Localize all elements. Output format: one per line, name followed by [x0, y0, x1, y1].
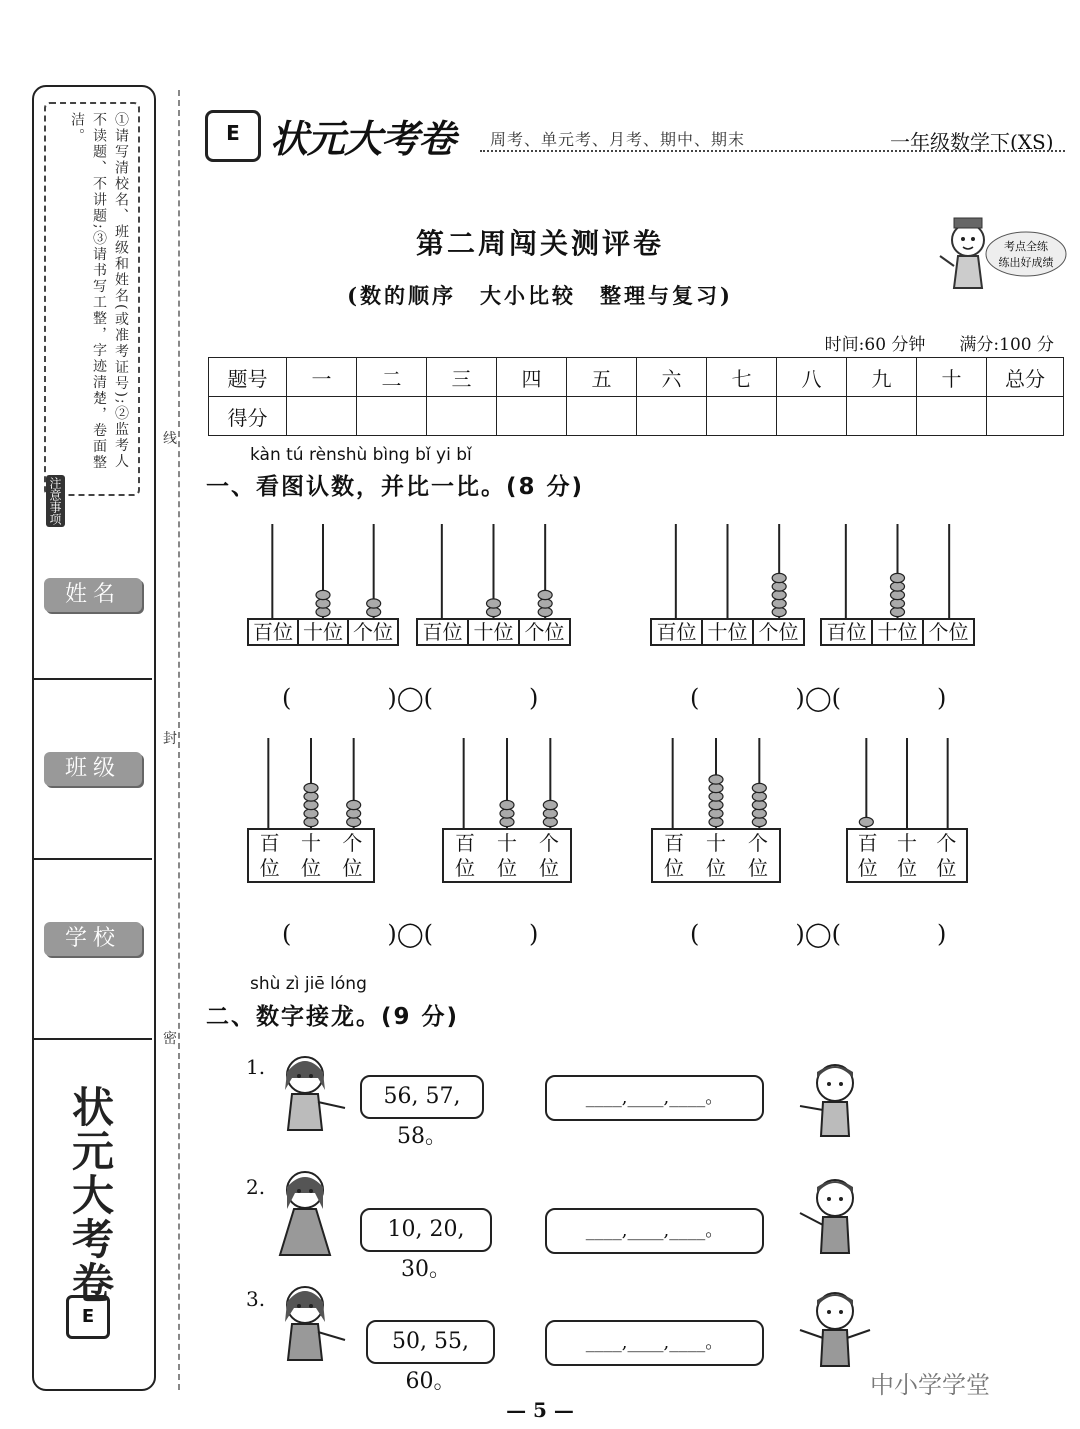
strip-logo-mark: E: [66, 1295, 110, 1339]
exam-types: 周考、单元考、月考、期中、期末: [490, 130, 746, 149]
abacus-bead: [316, 590, 330, 599]
given-sequence-bubble: 10, 20, 30。: [360, 1208, 492, 1252]
q2-heading: 二、数字接龙。(9 分): [206, 1004, 460, 1030]
score-table-score-row: [209, 397, 1064, 436]
abacus-bead: [752, 783, 766, 792]
score-cell[interactable]: [987, 397, 1064, 436]
abacus-bead: [891, 582, 905, 591]
abacus-bead: [709, 800, 723, 809]
place-label-bottom: 位: [342, 856, 363, 880]
place-label: 百位: [249, 620, 299, 644]
abacus-bead: [709, 775, 723, 784]
score-header-cell: 一: [287, 358, 357, 397]
score-cell[interactable]: [497, 397, 567, 436]
place-label: [444, 830, 486, 881]
abacus-bead: [304, 792, 318, 801]
mascot-scholar-icon: [930, 210, 1070, 300]
score-cell[interactable]: [707, 397, 777, 436]
abacus-place-labels: [650, 618, 805, 646]
score-header-cell: 十: [917, 358, 987, 397]
score-table: [208, 357, 1064, 436]
place-label: [737, 830, 779, 881]
abacus-bead: [752, 817, 766, 826]
place-label: 十位: [299, 620, 349, 644]
place-label-top: 十: [706, 831, 726, 855]
abacus-bead: [891, 573, 905, 582]
place-label-top: 百: [259, 831, 280, 855]
answer-sequence-bubble[interactable]: ____,____,____。: [545, 1320, 764, 1366]
boy-icon: [800, 1293, 870, 1366]
place-label: 个位: [758, 620, 799, 644]
abacus-bead: [543, 817, 557, 826]
abacus-place-labels: [820, 618, 975, 646]
place-label: 个位: [524, 620, 565, 644]
compare-answer-blank[interactable]: ( )◯( ): [690, 684, 947, 712]
place-label: [486, 830, 528, 881]
place-label: [528, 830, 570, 881]
place-label-bottom: 位: [664, 856, 684, 880]
abacus-rods: [651, 738, 781, 828]
place-label-bottom: 位: [259, 856, 280, 880]
abacus-place-labels: [846, 828, 968, 883]
place-label-top: 十: [896, 831, 917, 855]
abacus: [820, 524, 975, 646]
q1-heading: 一、看图认数，并比一比。(8 分): [206, 474, 585, 500]
score-cell[interactable]: [427, 397, 497, 436]
score-header-cell: 五: [567, 358, 637, 397]
abacus-bead: [891, 607, 905, 616]
seal-char-seal: 封: [163, 731, 177, 747]
notice-tag: 注意事项: [46, 475, 65, 527]
strip-divider: [32, 858, 152, 860]
watermark: 中小学学堂: [870, 1371, 990, 1399]
q1-pinyin: kàn tú rènshù bìng bǐ yi bǐ: [250, 445, 472, 465]
abacus-bead: [543, 809, 557, 818]
score-header-cell: 六: [637, 358, 707, 397]
place-label: [848, 830, 887, 881]
brand-logo-icon: E: [205, 110, 261, 162]
abacus-bead: [772, 607, 786, 616]
boy-character-icons: [795, 1058, 875, 1378]
place-label: 十位: [873, 620, 924, 644]
header-rule: [480, 150, 1065, 152]
place-label: 十位: [469, 620, 520, 644]
abacus-rods: [247, 524, 399, 618]
abacus-rods: [247, 738, 375, 828]
abacus-bead: [500, 800, 514, 809]
score-cell[interactable]: [357, 397, 427, 436]
score-table-header-row: [209, 358, 1064, 397]
score-header-cell: 二: [357, 358, 427, 397]
place-label-top: 个: [342, 831, 363, 855]
score-header-cell: 三: [427, 358, 497, 397]
score-row-label: 得分: [209, 397, 287, 436]
boy-icon: [800, 1065, 853, 1136]
girl-icon: [285, 1287, 345, 1360]
q2-item-number: 2.: [246, 1175, 266, 1199]
abacus-bead: [891, 590, 905, 599]
abacus-bead: [709, 809, 723, 818]
place-label: 百位: [418, 620, 469, 644]
abacus-rods: [846, 738, 968, 828]
girl-icon: [280, 1172, 330, 1255]
place-label-bottom: 位: [748, 856, 768, 880]
place-label-top: 个: [539, 831, 559, 855]
abacus: [650, 524, 805, 646]
abacus-bead: [752, 809, 766, 818]
abacus: [247, 524, 399, 646]
abacus-bead: [543, 800, 557, 809]
strip-divider: [32, 678, 152, 680]
abacus-bead: [859, 817, 873, 826]
q2-item-number: 3.: [246, 1287, 266, 1311]
place-label-bottom: 位: [706, 856, 726, 880]
abacus-place-labels: [247, 618, 399, 646]
score-cell[interactable]: [287, 397, 357, 436]
abacus-rods: [416, 524, 571, 618]
score-header-cell: 四: [497, 358, 567, 397]
abacus-place-labels: [442, 828, 572, 883]
abacus: [442, 738, 572, 883]
place-label: 个位: [928, 620, 969, 644]
abacus-bead: [316, 599, 330, 608]
place-label: [249, 830, 290, 881]
score-header-cell: 八: [777, 358, 847, 397]
abacus-bead: [538, 607, 552, 616]
score-cell[interactable]: [847, 397, 917, 436]
score-cell[interactable]: [777, 397, 847, 436]
place-label: 个位: [353, 620, 393, 644]
place-label-bottom: 位: [539, 856, 559, 880]
abacus-bead: [347, 800, 361, 809]
seal-char-line: 线: [163, 431, 177, 447]
abacus-bead: [487, 607, 501, 616]
abacus-rods: [442, 738, 572, 828]
abacus: [846, 738, 968, 883]
q2-item-number: 1.: [246, 1055, 266, 1079]
place-label: 十位: [703, 620, 754, 644]
abacus-place-labels: [416, 618, 571, 646]
abacus-bead: [709, 792, 723, 801]
place-label-top: 个: [748, 831, 768, 855]
answer-sequence-bubble[interactable]: ____,____,____。: [545, 1208, 764, 1254]
abacus-bead: [500, 817, 514, 826]
abacus-bead: [709, 783, 723, 792]
abacus-bead: [709, 817, 723, 826]
abacus-bead: [752, 800, 766, 809]
page-subtitle: (数的顺序 大小比较 整理与复习): [347, 283, 733, 308]
abacus-place-labels: [247, 828, 375, 883]
abacus-bead: [538, 599, 552, 608]
score-header-cell: 七: [707, 358, 777, 397]
place-label-top: 十: [497, 831, 517, 855]
abacus-bead: [891, 599, 905, 608]
abacus-bead: [487, 599, 501, 608]
answer-sequence-bubble[interactable]: ____,____,____。: [545, 1075, 764, 1121]
abacus-rods: [820, 524, 975, 618]
strip-brand-logo: 状元大考卷: [66, 1085, 115, 1305]
place-label: [695, 830, 737, 881]
abacus-bead: [772, 582, 786, 591]
compare-answer-blank[interactable]: ( )◯( ): [282, 920, 539, 948]
place-label-bottom: 位: [936, 856, 957, 880]
given-sequence-bubble: 50, 55, 60。: [366, 1320, 495, 1364]
class-field-label: 班级: [44, 752, 142, 786]
score-cell[interactable]: [637, 397, 707, 436]
abacus-bead: [304, 817, 318, 826]
grade-label: 一年级数学下(XS): [890, 130, 1054, 154]
school-field-label: 学校: [44, 922, 142, 956]
place-label: [653, 830, 695, 881]
place-label: [887, 830, 926, 881]
place-label: [332, 830, 373, 881]
boy-icon: [800, 1180, 853, 1253]
score-cell[interactable]: [917, 397, 987, 436]
place-label-top: 百: [857, 831, 878, 855]
mascot-caption: 练出好成绩: [998, 256, 1054, 269]
abacus-place-labels: [651, 828, 781, 883]
girl-character-icons: [270, 1050, 360, 1380]
abacus-rods: [650, 524, 805, 618]
time-info: 时间:60 分钟 满分:100 分: [824, 335, 1054, 355]
abacus-bead: [752, 792, 766, 801]
abacus-bead: [304, 800, 318, 809]
place-label-bottom: 位: [896, 856, 917, 880]
place-label-bottom: 位: [300, 856, 321, 880]
mascot-caption: 考点全练: [1004, 240, 1048, 253]
place-label: 百位: [652, 620, 703, 644]
abacus-bead: [347, 809, 361, 818]
abacus: [247, 738, 375, 883]
abacus: [651, 738, 781, 883]
abacus-bead: [772, 590, 786, 599]
given-sequence-bubble: 56, 57, 58。: [360, 1075, 484, 1119]
seal-char-secret: 密: [163, 1031, 177, 1047]
place-label-top: 个: [936, 831, 957, 855]
abacus-bead: [347, 817, 361, 826]
place-label-top: 百: [455, 831, 475, 855]
place-label-top: 十: [300, 831, 321, 855]
page-title: 第二周闯关测评卷: [415, 227, 664, 260]
compare-answer-blank[interactable]: ( )◯( ): [282, 684, 539, 712]
name-field-label: 姓名: [44, 578, 142, 612]
place-label: 百位: [822, 620, 873, 644]
place-label: [927, 830, 966, 881]
score-cell[interactable]: [567, 397, 637, 436]
score-header-cell: 题号: [209, 358, 287, 397]
place-label-bottom: 位: [497, 856, 517, 880]
abacus-bead: [772, 599, 786, 608]
girl-icon: [285, 1057, 345, 1130]
place-label-bottom: 位: [857, 856, 878, 880]
strip-divider: [32, 1038, 152, 1040]
abacus-bead: [500, 809, 514, 818]
score-header-cell: 总分: [987, 358, 1064, 397]
abacus-bead: [304, 809, 318, 818]
page-number: — 5 —: [506, 1398, 574, 1422]
abacus-bead: [772, 573, 786, 582]
abacus-bead: [538, 590, 552, 599]
place-label: [290, 830, 331, 881]
abacus-bead: [316, 607, 330, 616]
abacus: [416, 524, 571, 646]
compare-answer-blank[interactable]: ( )◯( ): [690, 920, 947, 948]
brand-title: 状元大考卷: [270, 117, 456, 161]
abacus-bead: [304, 783, 318, 792]
abacus-bead: [367, 599, 381, 608]
q2-pinyin: shù zì jiē lóng: [250, 974, 367, 994]
score-header-cell: 九: [847, 358, 917, 397]
abacus-bead: [367, 607, 381, 616]
place-label-bottom: 位: [455, 856, 475, 880]
place-label-top: 百: [664, 831, 684, 855]
notice-text: ①请写清校名、班级和姓名(或准考证号);②监考人不读题、不讲题;③请书写工整，字迹清楚，卷面整洁。: [69, 112, 129, 471]
